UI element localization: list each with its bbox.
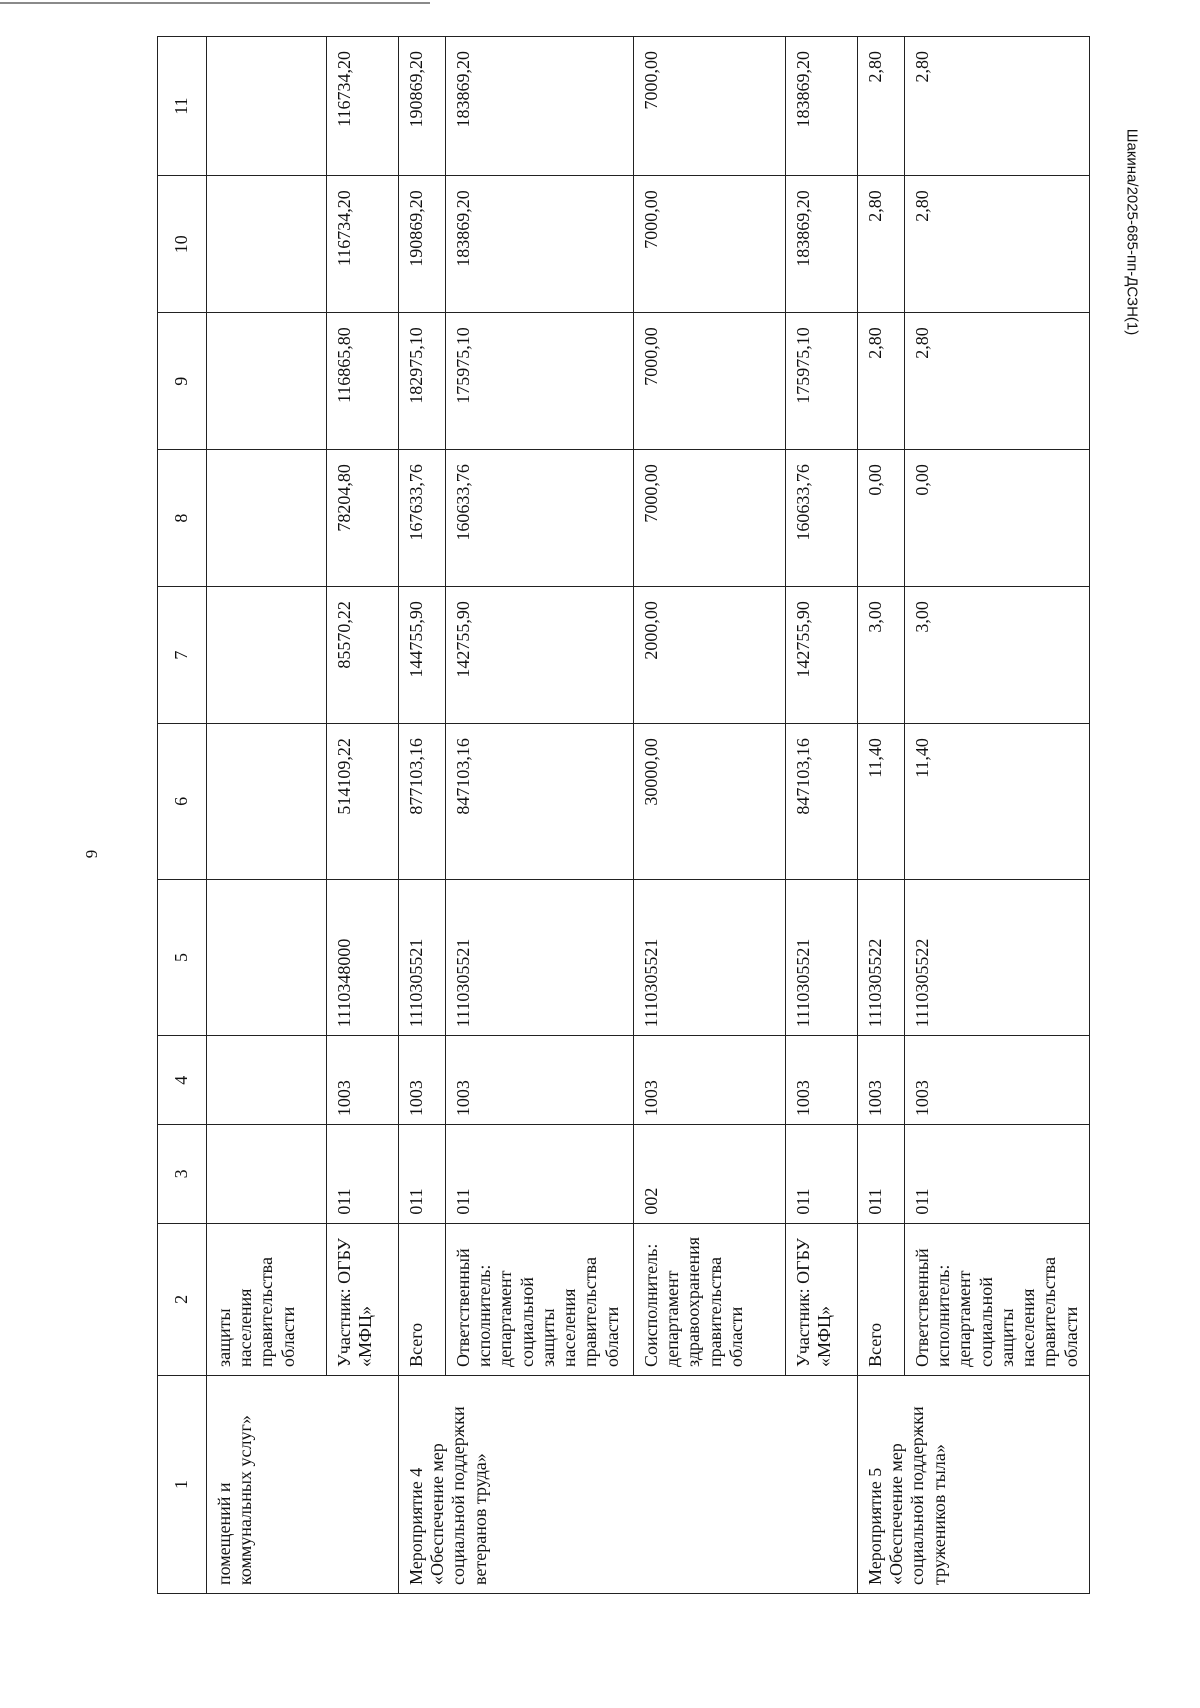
event-name: Мероприятие 4 «Обеспечение мер социальной поддержки ветеранов труда» (399, 1375, 858, 1593)
cell-col6: 877103,16 (399, 724, 446, 880)
cell-col4: 1003 (399, 1036, 446, 1125)
cell-col3: 011 (905, 1125, 1090, 1224)
executor-cell: Всего (399, 1223, 446, 1375)
table-row (399, 37, 446, 1594)
cell-col4 (207, 1036, 327, 1125)
cell-col7: 3,00 (858, 587, 905, 724)
executor-cell: защиты населения правительства области (207, 1223, 327, 1375)
cell-col3: 002 (634, 1125, 786, 1224)
cell-col7: 85570,22 (327, 587, 399, 724)
table-row (207, 37, 327, 1594)
header-col-1: 1 (158, 1375, 207, 1593)
cell-col10: 116734,20 (327, 176, 399, 313)
header-col-3: 3 (158, 1125, 207, 1224)
cell-col5: 1110348000 (327, 879, 399, 1036)
table-body (207, 37, 1090, 1594)
table-row (634, 37, 786, 1594)
cell-col4: 1003 (446, 1036, 634, 1125)
cell-col4: 1003 (786, 1036, 858, 1125)
cell-col11: 7000,00 (634, 37, 786, 176)
cell-col9: 182975,10 (399, 313, 446, 450)
cell-col3: 011 (399, 1125, 446, 1224)
cell-col11: 183869,20 (446, 37, 634, 176)
cell-col6 (207, 724, 327, 880)
table-row (905, 37, 1090, 1594)
executor-cell: Ответственный исполнитель: департамент социальной защиты населения правительства области (446, 1223, 634, 1375)
cell-col4: 1003 (327, 1036, 399, 1125)
document-code: Шакина/2025-685-пп-ДСЗН(1) (1123, 128, 1141, 336)
cell-col10 (207, 176, 327, 313)
cell-col8: 7000,00 (634, 450, 786, 587)
header-col-7: 7 (158, 587, 207, 724)
cell-col6: 847103,16 (446, 724, 634, 880)
cell-col3 (207, 1125, 327, 1224)
cell-col5: 1110305521 (446, 879, 634, 1036)
cell-col11: 190869,20 (399, 37, 446, 176)
header-col-11: 11 (158, 37, 207, 176)
cell-col10: 2,80 (905, 176, 1090, 313)
header-col-8: 8 (158, 450, 207, 587)
cell-col9: 175975,10 (786, 313, 858, 450)
cell-col9: 116865,80 (327, 313, 399, 450)
cell-col10: 190869,20 (399, 176, 446, 313)
cell-col10: 7000,00 (634, 176, 786, 313)
header-col-5: 5 (158, 879, 207, 1036)
cell-col4: 1003 (905, 1036, 1090, 1125)
executor-cell: Всего (858, 1223, 905, 1375)
cell-col8: 160633,76 (786, 450, 858, 587)
top-rule (0, 2, 430, 4)
event-name: Мероприятие 5 «Обеспечение мер социальной поддержки тружеников тыла» (858, 1375, 1090, 1593)
rotated-table-frame (157, 36, 1087, 1594)
cell-col9: 175975,10 (446, 313, 634, 450)
cell-col8: 78204,80 (327, 450, 399, 587)
header-col-10: 10 (158, 176, 207, 313)
cell-col4: 1003 (634, 1036, 786, 1125)
header-col-9: 9 (158, 313, 207, 450)
executor-cell: Соисполнитель: департамент здравоохранения правительства области (634, 1223, 786, 1375)
cell-col11: 116734,20 (327, 37, 399, 176)
cell-col10: 183869,20 (786, 176, 858, 313)
cell-col6: 30000,00 (634, 724, 786, 880)
cell-col5 (207, 879, 327, 1036)
cell-col5: 1110305522 (905, 879, 1090, 1036)
cell-col5: 1110305521 (399, 879, 446, 1036)
cell-col7: 3,00 (905, 587, 1090, 724)
header-col-4: 4 (158, 1036, 207, 1125)
cell-col4: 1003 (858, 1036, 905, 1125)
cell-col10: 183869,20 (446, 176, 634, 313)
cell-col11: 2,80 (905, 37, 1090, 176)
table-row (858, 37, 905, 1594)
executor-cell: Участник: ОГБУ «МФЦ» (786, 1223, 858, 1375)
cell-col9: 2,80 (858, 313, 905, 450)
cell-col6: 11,40 (858, 724, 905, 880)
cell-col3: 011 (327, 1125, 399, 1224)
cell-col6: 514109,22 (327, 724, 399, 880)
table-row (446, 37, 634, 1594)
cell-col6: 847103,16 (786, 724, 858, 880)
table-container (157, 36, 1087, 1594)
cell-col7: 144755,90 (399, 587, 446, 724)
cell-col11 (207, 37, 327, 176)
cell-col8: 160633,76 (446, 450, 634, 587)
cell-col9 (207, 313, 327, 450)
cell-col9: 2,80 (905, 313, 1090, 450)
cell-col3: 011 (446, 1125, 634, 1224)
cell-col9: 7000,00 (634, 313, 786, 450)
cell-col3: 011 (858, 1125, 905, 1224)
header-col-2: 2 (158, 1223, 207, 1375)
budget-table (157, 36, 1090, 1594)
executor-cell: Ответственный исполнитель: департамент социальной защиты населения правительства области (905, 1223, 1090, 1375)
cell-col5: 1110305521 (786, 879, 858, 1036)
cell-col8: 167633,76 (399, 450, 446, 587)
executor-cell: Участник: ОГБУ «МФЦ» (327, 1223, 399, 1375)
header-row (158, 37, 207, 1594)
cell-col11: 2,80 (858, 37, 905, 176)
cell-col5: 1110305522 (858, 879, 905, 1036)
cell-col8: 0,00 (858, 450, 905, 587)
table-row (786, 37, 858, 1594)
cell-col7 (207, 587, 327, 724)
cell-col7: 142755,90 (786, 587, 858, 724)
cell-col3: 011 (786, 1125, 858, 1224)
cell-col8 (207, 450, 327, 587)
table-row (327, 37, 399, 1594)
cell-col7: 2000,00 (634, 587, 786, 724)
cell-col10: 2,80 (858, 176, 905, 313)
page-number: 9 (82, 849, 101, 859)
event-name: помещений и коммунальных услуг» (207, 1375, 399, 1593)
header-col-6: 6 (158, 724, 207, 880)
cell-col8: 0,00 (905, 450, 1090, 587)
cell-col6: 11,40 (905, 724, 1090, 880)
cell-col7: 142755,90 (446, 587, 634, 724)
cell-col11: 183869,20 (786, 37, 858, 176)
cell-col5: 1110305521 (634, 879, 786, 1036)
